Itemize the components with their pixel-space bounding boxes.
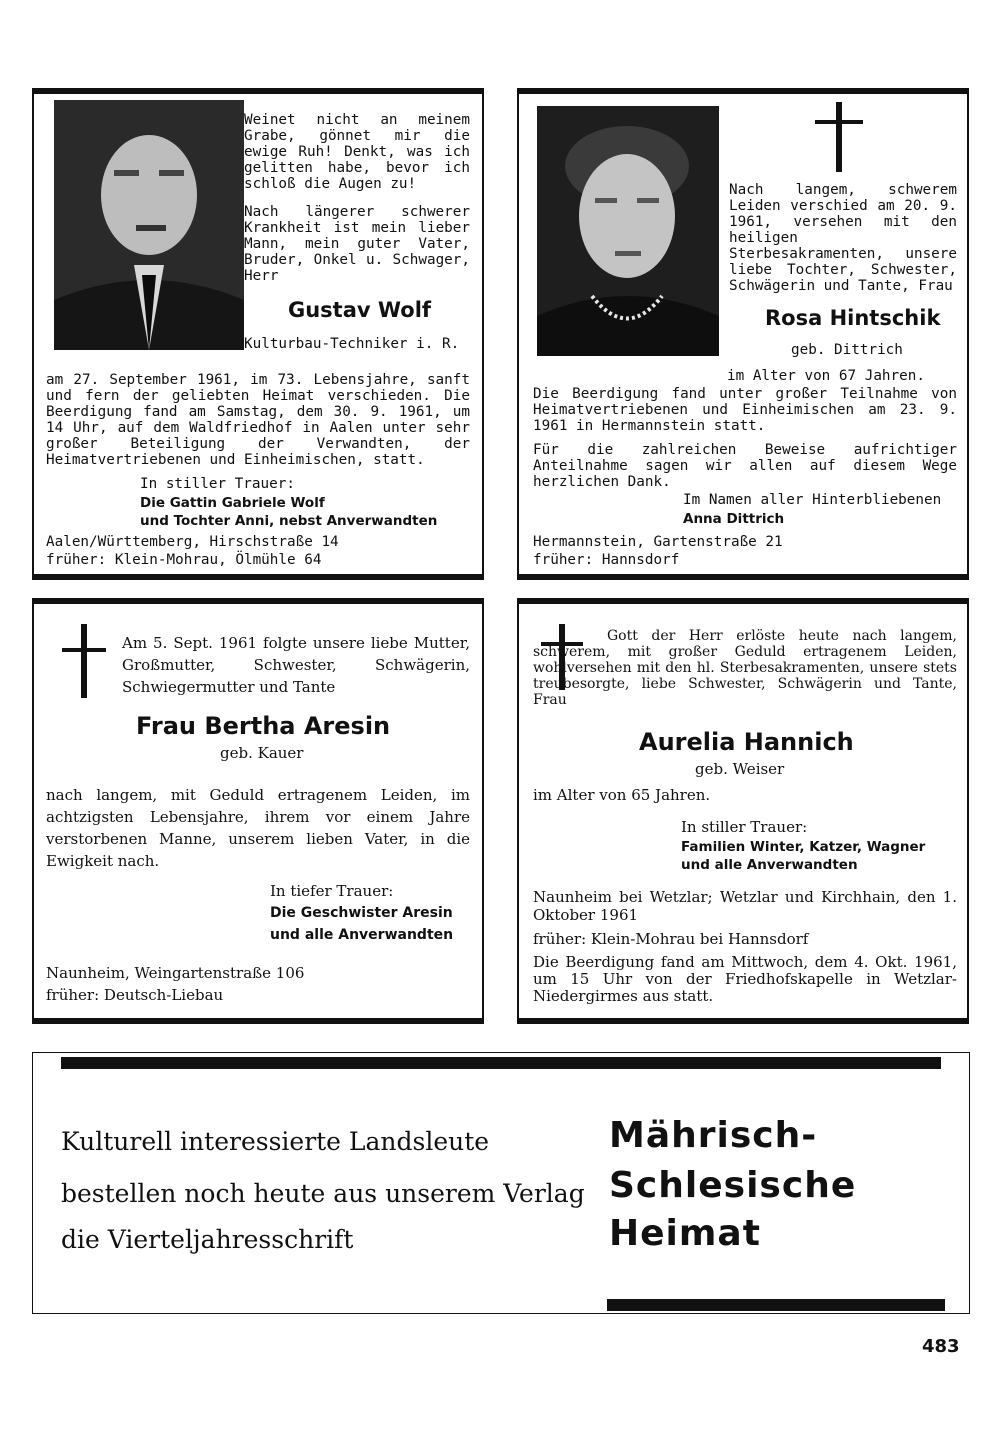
magazine-title-2: Schlesische — [609, 1165, 857, 1206]
page-number: 483 — [922, 1336, 960, 1357]
obituary-gustav-wolf — [32, 88, 484, 580]
former-address: früher: Hannsdorf — [533, 552, 680, 568]
signers-line-2: und Tochter Anni, nebst Anverwandten — [140, 513, 438, 529]
mourning-label: In tiefer Trauer: — [270, 882, 394, 900]
former-address: früher: Klein-Mohrau, Ölmühle 64 — [46, 552, 322, 568]
magazine-title-3: Heimat — [609, 1213, 761, 1254]
former-address: früher: Klein-Mohrau bei Hannsdorf — [533, 930, 809, 948]
signer: Anna Dittrich — [683, 511, 785, 527]
deceased-name: Rosa Hintschik — [765, 306, 941, 330]
birth-name: geb. Dittrich — [791, 342, 903, 358]
bottom-rule — [517, 1018, 969, 1024]
signers-line-2: und alle Anverwandten — [681, 857, 858, 873]
deceased-name: Aurelia Hannich — [639, 728, 854, 756]
birth-name: geb. Weiser — [695, 760, 785, 778]
signers-line-1: Die Geschwister Aresin — [270, 905, 453, 921]
cross-icon — [62, 624, 106, 698]
intro-text: Am 5. Sept. 1961 folgte unsere liebe Mutter, Großmutter, Schwester, Schwägerin, Schwiegermutter und Tante — [122, 634, 470, 696]
occupation: Kulturbau-Techniker i. R. — [244, 336, 460, 352]
obituary-rosa-hintschik — [517, 88, 969, 580]
cross-icon — [815, 102, 863, 172]
advert-box — [32, 1052, 970, 1314]
advert-line-3: die Vierteljahresschrift — [61, 1225, 354, 1254]
portrait-photo — [54, 100, 244, 350]
address: Naunheim bei Wetzlar; Wetzlar und Kirchhain, den 1. Oktober 1961 — [533, 888, 957, 924]
top-rule — [517, 88, 969, 94]
deceased-name: Gustav Wolf — [288, 298, 432, 322]
magazine-title-1: Mährisch- — [609, 1115, 818, 1156]
address: Hermannstein, Gartenstraße 21 — [533, 534, 783, 550]
bottom-rule — [32, 574, 484, 580]
mourning-label: In stiller Trauer: — [140, 476, 295, 492]
deceased-name: Frau Bertha Aresin — [136, 712, 391, 740]
former-address: früher: Deutsch-Liebau — [46, 986, 224, 1004]
address: Naunheim, Weingartenstraße 106 — [46, 964, 305, 982]
bottom-rule — [517, 574, 969, 580]
advert-line-2: bestellen noch heute aus unserem Verlag — [61, 1179, 585, 1208]
bottom-rule — [32, 1018, 484, 1024]
signers-line-2: und alle Anverwandten — [270, 927, 454, 943]
age: im Alter von 65 Jahren. — [533, 786, 711, 804]
portrait-photo — [537, 106, 719, 356]
advert-bottom-bar — [607, 1299, 945, 1311]
body-text: nach langem, mit Geduld ertragenem Leiden, im achtzigsten Lebensjahre, ihrem vor einem Jahre verstorbenen Manne, unserem lieben Vater, in die Ewigkeit nach. — [46, 786, 470, 870]
on-behalf: Im Namen aller Hinterbliebenen — [683, 492, 942, 508]
thanks-text: Für die zahlreichen Beweise aufrichtiger Anteilnahme sagen wir allen auf diesem Wege herzlichen Dank. — [533, 442, 957, 490]
body-text: am 27. September 1961, im 73. Lebensjahre, sanft und fern der geliebten Heimat verschieden. Die Beerdigung fand am Samstag, dem 30. 9. 1961, um 14 Uhr, auf dem Waldfriedhof in Aalen unter sehr großer Beteiligung der Verwandten, der Heimatvertriebenen und Einheimischen, statt. — [46, 372, 470, 468]
obituary-bertha-aresin — [32, 598, 484, 1024]
advert-line-1: Kulturell interessierte Landsleute — [61, 1127, 490, 1156]
intro-text: Nach längerer schwerer Krankheit ist mein lieber Mann, mein guter Vater, Bruder, Onkel u. Schwager, Herr — [244, 204, 470, 284]
signers-line-1: Die Gattin Gabriele Wolf — [140, 495, 325, 511]
mourning-label: In stiller Trauer: — [681, 818, 808, 836]
poem: Weinet nicht an meinem Grabe, gönnet mir die ewige Ruh! Denkt, was ich gelitten habe, bevor ich schloß die Augen zu! — [244, 112, 470, 192]
funeral-text: Die Beerdigung fand unter großer Teilnahme von Heimatvertriebenen und Einheimischen am 23. 9. 1961 in Hermannstein statt. — [533, 386, 957, 434]
top-rule — [517, 598, 969, 604]
obituary-aurelia-hannich — [517, 598, 969, 1024]
intro-text: Gott der Herr erlöste heute nach langem, schwerem, mit großer Geduld ertragenem Leiden, wohlversehen mit den hl. Sterbesakramenten, unsere stets treubesorgte, liebe Schwester, Schwägerin und Tante, Frau — [533, 628, 957, 708]
advert-top-bar — [61, 1057, 941, 1069]
birth-name: geb. Kauer — [220, 744, 304, 762]
funeral-text: Die Beerdigung fand am Mittwoch, dem 4. Okt. 1961, um 15 Uhr von der Friedhofskapelle in Wetzlar-Niedergirmes aus statt. — [533, 953, 957, 1005]
top-rule — [32, 598, 484, 604]
intro-text: Nach langem, schwerem Leiden verschied am 20. 9. 1961, versehen mit den heiligen Sterbesakramenten, unsere liebe Tochter, Schwester, Schwägerin und Tante, Frau — [729, 182, 957, 294]
age: im Alter von 67 Jahren. — [727, 368, 925, 384]
top-rule — [32, 88, 484, 94]
address: Aalen/Württemberg, Hirschstraße 14 — [46, 534, 339, 550]
signers-line-1: Familien Winter, Katzer, Wagner — [681, 839, 926, 855]
